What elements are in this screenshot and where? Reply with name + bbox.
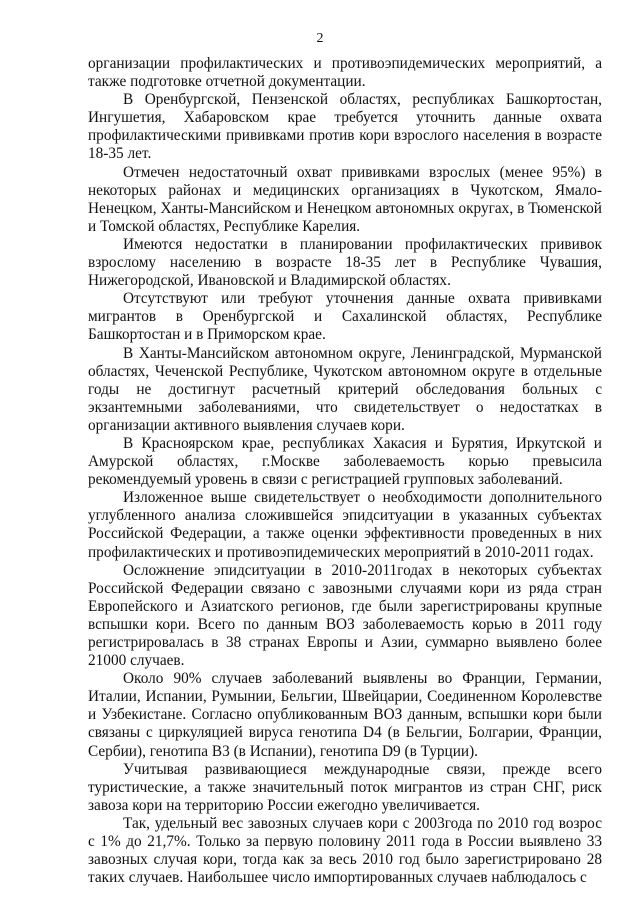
paragraph-continuation: организации профилактических и противоэпидемических мероприятий, а также подготовке отчетной документации. — [88, 55, 602, 91]
paragraph: Изложенное выше свидетельствует о необходимости дополнительного углубленного анализа сложившейся эпидситуации в указанных субъектах Российской Федерации, а также оценки эффективности проведенных в них профилактических и противоэпидемических мероприятий в 2010-2011 годах. — [88, 489, 602, 561]
page-number: 2 — [316, 31, 324, 46]
paragraph: Отмечен недостаточный охват прививками взрослых (менее 95%) в некоторых районах и медицинских организациях в Чукотском, Ямало-Ненецком, Ханты-Мансийском и Ненецком автономных округах, в Тюменской и Томской областях, Республике Карелия. — [88, 163, 602, 235]
paragraph: Так, удельный вес завозных случаев кори с 2003года по 2010 год возрос с 1% до 21,7%. Только за первую половину 2011 года в России выявлено 33 завозных случая кори, тогда как за весь 2010 год было зарегистрировано 28 таких случаев. Наибольшее число импортированных случаев наблюдалось с — [88, 814, 602, 887]
paragraph: В Ханты-Мансийском автономном округе, Ленинградской, Мурманской областях, Чеченской Республике, Чукотском автономном округе в отдельные годы не достигнут расчетный критерий обследования больных с экзантемными заболеваниями, что свидетельствует о недостатках в организации активного выявления случаев кори. — [88, 344, 602, 434]
paragraph: Имеются недостатки в планировании профилактических прививок взрослому населению в возрасте 18-35 лет в Республике Чувашия, Нижегородской, Ивановской и Владимирской областях. — [88, 235, 602, 290]
paragraph: В Оренбургской, Пензенской областях, республиках Башкортостан, Ингушетия, Хабаровском крае требуется уточнить данные охвата профилактическими прививками против кори взрослого населения в возрасте 18-35 лет. — [88, 91, 602, 163]
paragraph: Учитывая развивающиеся международные связи, прежде всего туристические, а также значительный поток мигрантов из стран СНГ, риск завоза кори на территорию России ежегодно увеличивается. — [88, 760, 602, 814]
body-text — [88, 55, 602, 887]
paragraph: В Красноярском крае, республиках Хакасия и Бурятия, Иркутской и Амурской областях, г.Москве заболеваемость корью превысила рекомендуемый уровень в связи с регистрацией групповых заболеваний. — [88, 434, 602, 489]
paragraph: Осложнение эпидситуации в 2010-2011годах в некоторых субъектах Российской Федерации связано с завозными случаями кори из ряда стран Европейского и Азиатского регионов, где были зарегистрированы крупные вспышки кори. Всего по данным ВОЗ заболеваемость корью в 2011 году регистрировалась в 38 странах Европы и Азии, суммарно выявлено более 21000 случаев. — [88, 561, 602, 670]
paragraph: Около 90% случаев заболеваний выявлены во Франции, Германии, Италии, Испании, Румынии, Бельгии, Швейцарии, Соединенном Королевстве и Узбекистане. Согласно опубликованным ВОЗ данным, вспышки кори были связаны с циркуляцией вируса генотипа D4 (в Бельгии, Болгарии, Франции, Сербии), генотипа B3 (в Испании), генотипа D9 (в Турции). — [88, 670, 602, 760]
paragraph: Отсутствуют или требуют уточнения данные охвата прививками мигрантов в Оренбургской и Сахалинской областях, Республике Башкортостан и в Приморском крае. — [88, 290, 602, 344]
